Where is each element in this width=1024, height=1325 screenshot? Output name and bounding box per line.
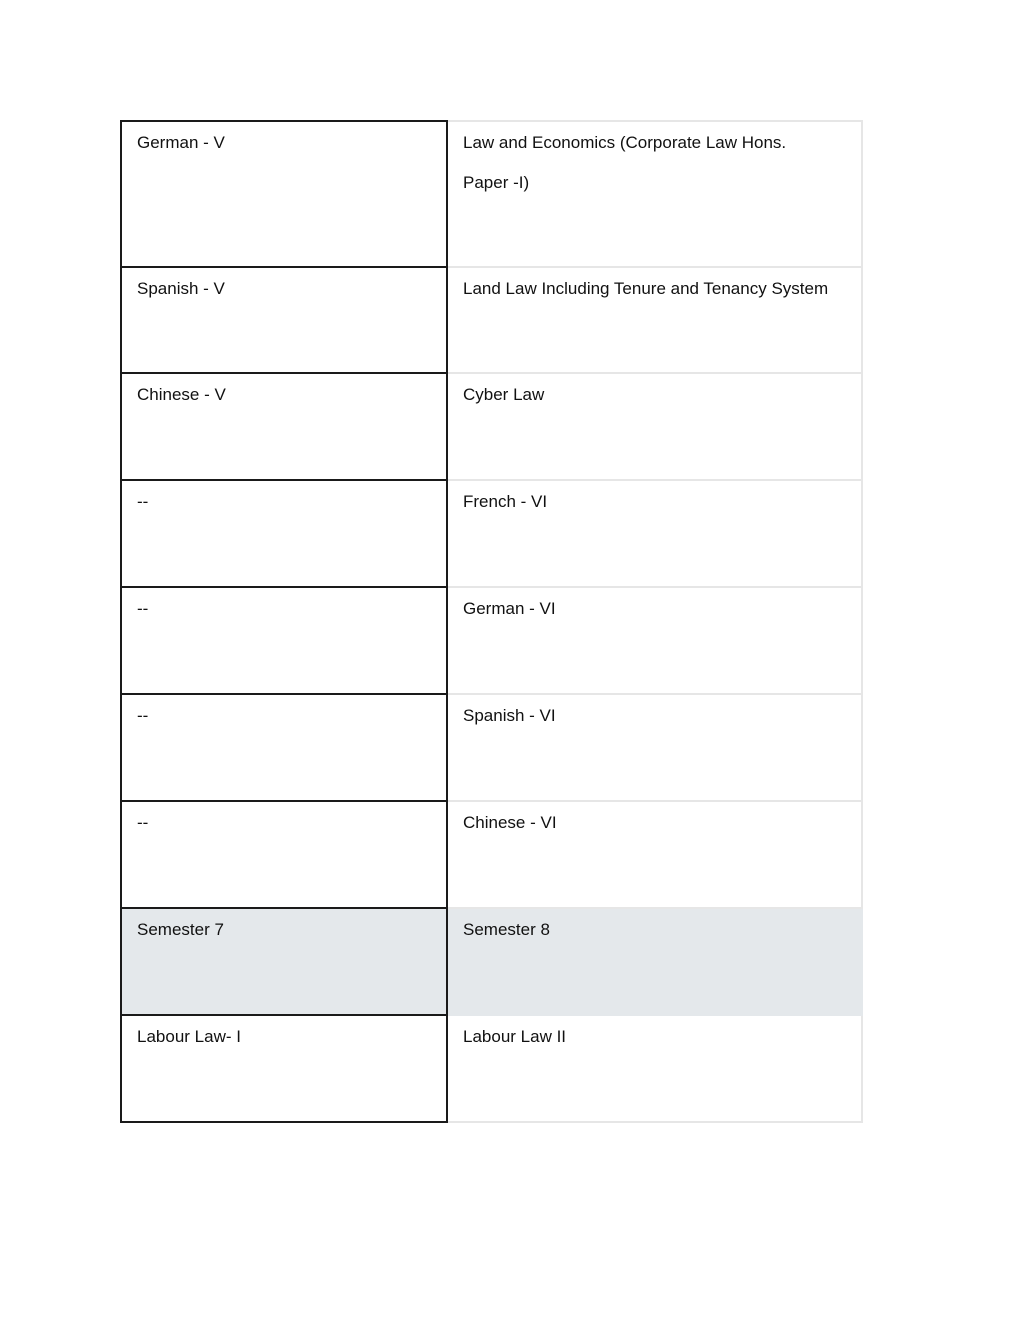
- cell-text: --: [137, 492, 149, 511]
- semester-header-left: [120, 909, 448, 1016]
- cell-text: Semester 8: [463, 920, 550, 939]
- table-cell-right: [448, 481, 863, 588]
- cell-text: German - VI: [463, 599, 556, 618]
- table-cell-right: [448, 120, 863, 268]
- table-row: [120, 481, 863, 588]
- table-cell-right: [448, 588, 863, 695]
- table-cell-right: [448, 268, 863, 374]
- table-cell-right: [448, 374, 863, 481]
- cell-text: Labour Law- I: [137, 1027, 241, 1046]
- cell-text: Labour Law II: [463, 1027, 567, 1046]
- cell-text: Chinese - VI: [463, 813, 557, 832]
- course-table: [120, 120, 863, 1123]
- cell-text: Land Law Including Tenure and Tenancy System: [463, 279, 829, 298]
- table-cell-left: [120, 695, 448, 802]
- table-row: [120, 1016, 863, 1123]
- cell-text: --: [137, 599, 149, 618]
- table-cell-right: [448, 802, 863, 909]
- table-cell-left: [120, 481, 448, 588]
- cell-text: Spanish - V: [137, 279, 225, 298]
- cell-text: Cyber Law: [463, 385, 545, 404]
- cell-text: German - V: [137, 133, 225, 152]
- table-cell-left: [120, 1016, 448, 1123]
- table-row: [120, 588, 863, 695]
- table-row: [120, 268, 863, 374]
- cell-text: French - VI: [463, 492, 548, 511]
- cell-text: --: [137, 706, 149, 725]
- table-cell-left: [120, 588, 448, 695]
- cell-text: Semester 7: [137, 920, 224, 939]
- table-row: [120, 802, 863, 909]
- table-cell-left: [120, 802, 448, 909]
- table-cell-right: [448, 1016, 863, 1123]
- table-row: [120, 120, 863, 268]
- cell-text: Spanish - VI: [463, 706, 556, 725]
- cell-text: --: [137, 813, 149, 832]
- cell-text: Law and Economics (Corporate Law Hons.: [463, 133, 787, 152]
- table-row: [120, 374, 863, 481]
- semester-header-row: [120, 909, 863, 1016]
- cell-text: Chinese - V: [137, 385, 226, 404]
- table-cell-left: [120, 268, 448, 374]
- table-cell-left: [120, 120, 448, 268]
- table-cell-right: [448, 695, 863, 802]
- cell-text-continuation: Paper -I): [463, 173, 530, 192]
- semester-header-right: [448, 909, 863, 1016]
- table-cell-left: [120, 374, 448, 481]
- table-row: [120, 695, 863, 802]
